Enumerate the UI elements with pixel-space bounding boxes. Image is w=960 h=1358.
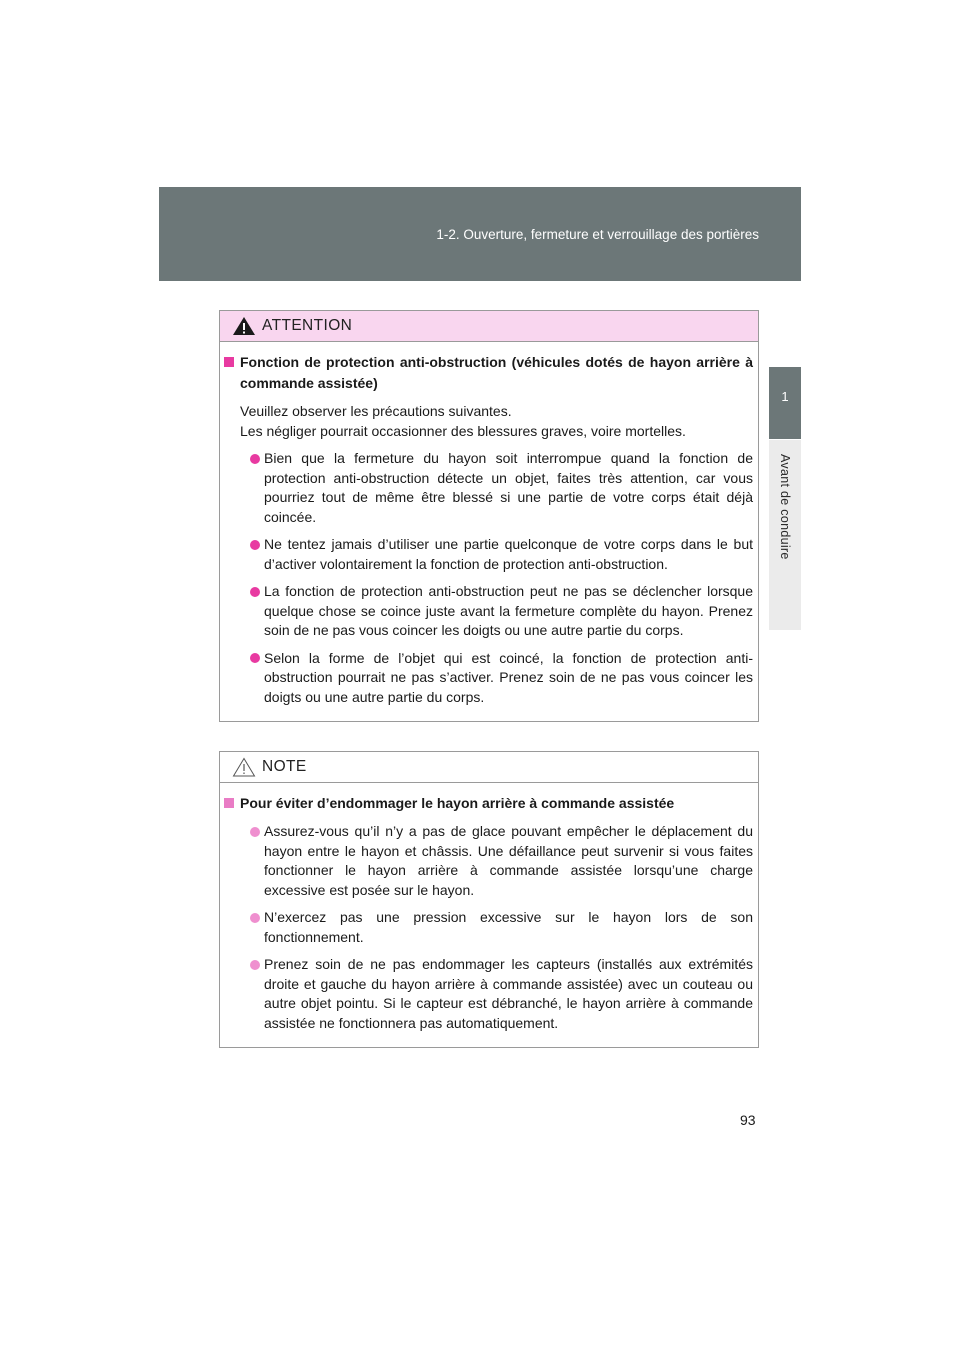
- intro-line: Les négliger pourrait occasionner des blessures graves, voire mortelles.: [240, 422, 686, 439]
- chapter-number: 1: [781, 389, 789, 404]
- round-bullet-icon: [250, 540, 260, 550]
- section-title: 1-2. Ouverture, fermeture et verrouillage des portières: [436, 227, 759, 242]
- list-item: La fonction de protection anti-obstruction peut ne pas se déclencher lorsque quelque chose se coince juste avant la fermeture complète du hayon. Prenez soin de ne pas vous coincer les doigts ou une autre partie du corps.: [220, 582, 753, 641]
- caution-triangle-icon: [232, 757, 256, 777]
- list-item: Ne tentez jamais d’utiliser une partie quelconque de votre corps dans le but d’activer volontairement la fonction de protection anti-obstruction.: [220, 535, 753, 574]
- list-item: Prenez soin de ne pas endommager les capteurs (installés aux extrémités droite et gauche du hayon arrière à commande assistée) avec un couteau ou autre objet pointu. Si le capteur est débranché, le hayon arrière à commande assistée ne fonctionnera pas automatiquement.: [220, 955, 753, 1033]
- chapter-tab: [769, 367, 801, 439]
- round-bullet-icon: [250, 960, 260, 970]
- square-bullet-icon: [224, 357, 234, 367]
- warning-triangle-icon: [232, 316, 256, 336]
- list-item: Bien que la fermeture du hayon soit interrompue quand la fonction de protection anti-obstruction détecte un objet, faites très attention, car vous pourriez tout de même être blessé si une partie de votre corps était déjà coincée.: [220, 449, 753, 527]
- attention-intro: [220, 402, 753, 441]
- round-bullet-icon: [250, 587, 260, 597]
- attention-box: [219, 310, 759, 722]
- header-band: [159, 187, 801, 281]
- round-bullet-icon: [250, 454, 260, 464]
- note-box: [219, 751, 759, 1048]
- round-bullet-icon: [250, 913, 260, 923]
- list-item: Selon la forme de l’objet qui est coincé, la fonction de protection anti-obstruction pourrait ne pas s’activer. Prenez soin de ne pas vous coincer les doigts ou une autre partie du corps.: [220, 649, 753, 708]
- attention-section-title: Fonction de protection anti-obstruction (véhicules dotés de hayon arrière à commande assistée): [220, 352, 753, 394]
- attention-header: [220, 311, 758, 342]
- attention-label: ATTENTION: [262, 317, 353, 334]
- note-label: NOTE: [262, 758, 307, 775]
- list-item: N’exercez pas une pression excessive sur le hayon lors de son fonctionnement.: [220, 908, 753, 947]
- note-header: [220, 752, 758, 783]
- intro-line: Veuillez observer les précautions suivantes.: [240, 403, 512, 419]
- square-bullet-icon: [224, 798, 234, 808]
- chapter-strip: [769, 440, 801, 630]
- round-bullet-icon: [250, 653, 260, 663]
- page-number: 93: [740, 1112, 756, 1128]
- chapter-label: Avant de conduire: [778, 454, 792, 560]
- round-bullet-icon: [250, 827, 260, 837]
- note-section-title: Pour éviter d’endommager le hayon arrière à commande assistée: [220, 793, 753, 814]
- list-item: Assurez-vous qu’il n’y a pas de glace pouvant empêcher le déplacement du hayon entre le hayon et châssis. Une défaillance peut survenir si vous faites fonctionner le hayon arrière à commande assistée lorsqu’une charge excessive est posée sur le hayon.: [220, 822, 753, 900]
